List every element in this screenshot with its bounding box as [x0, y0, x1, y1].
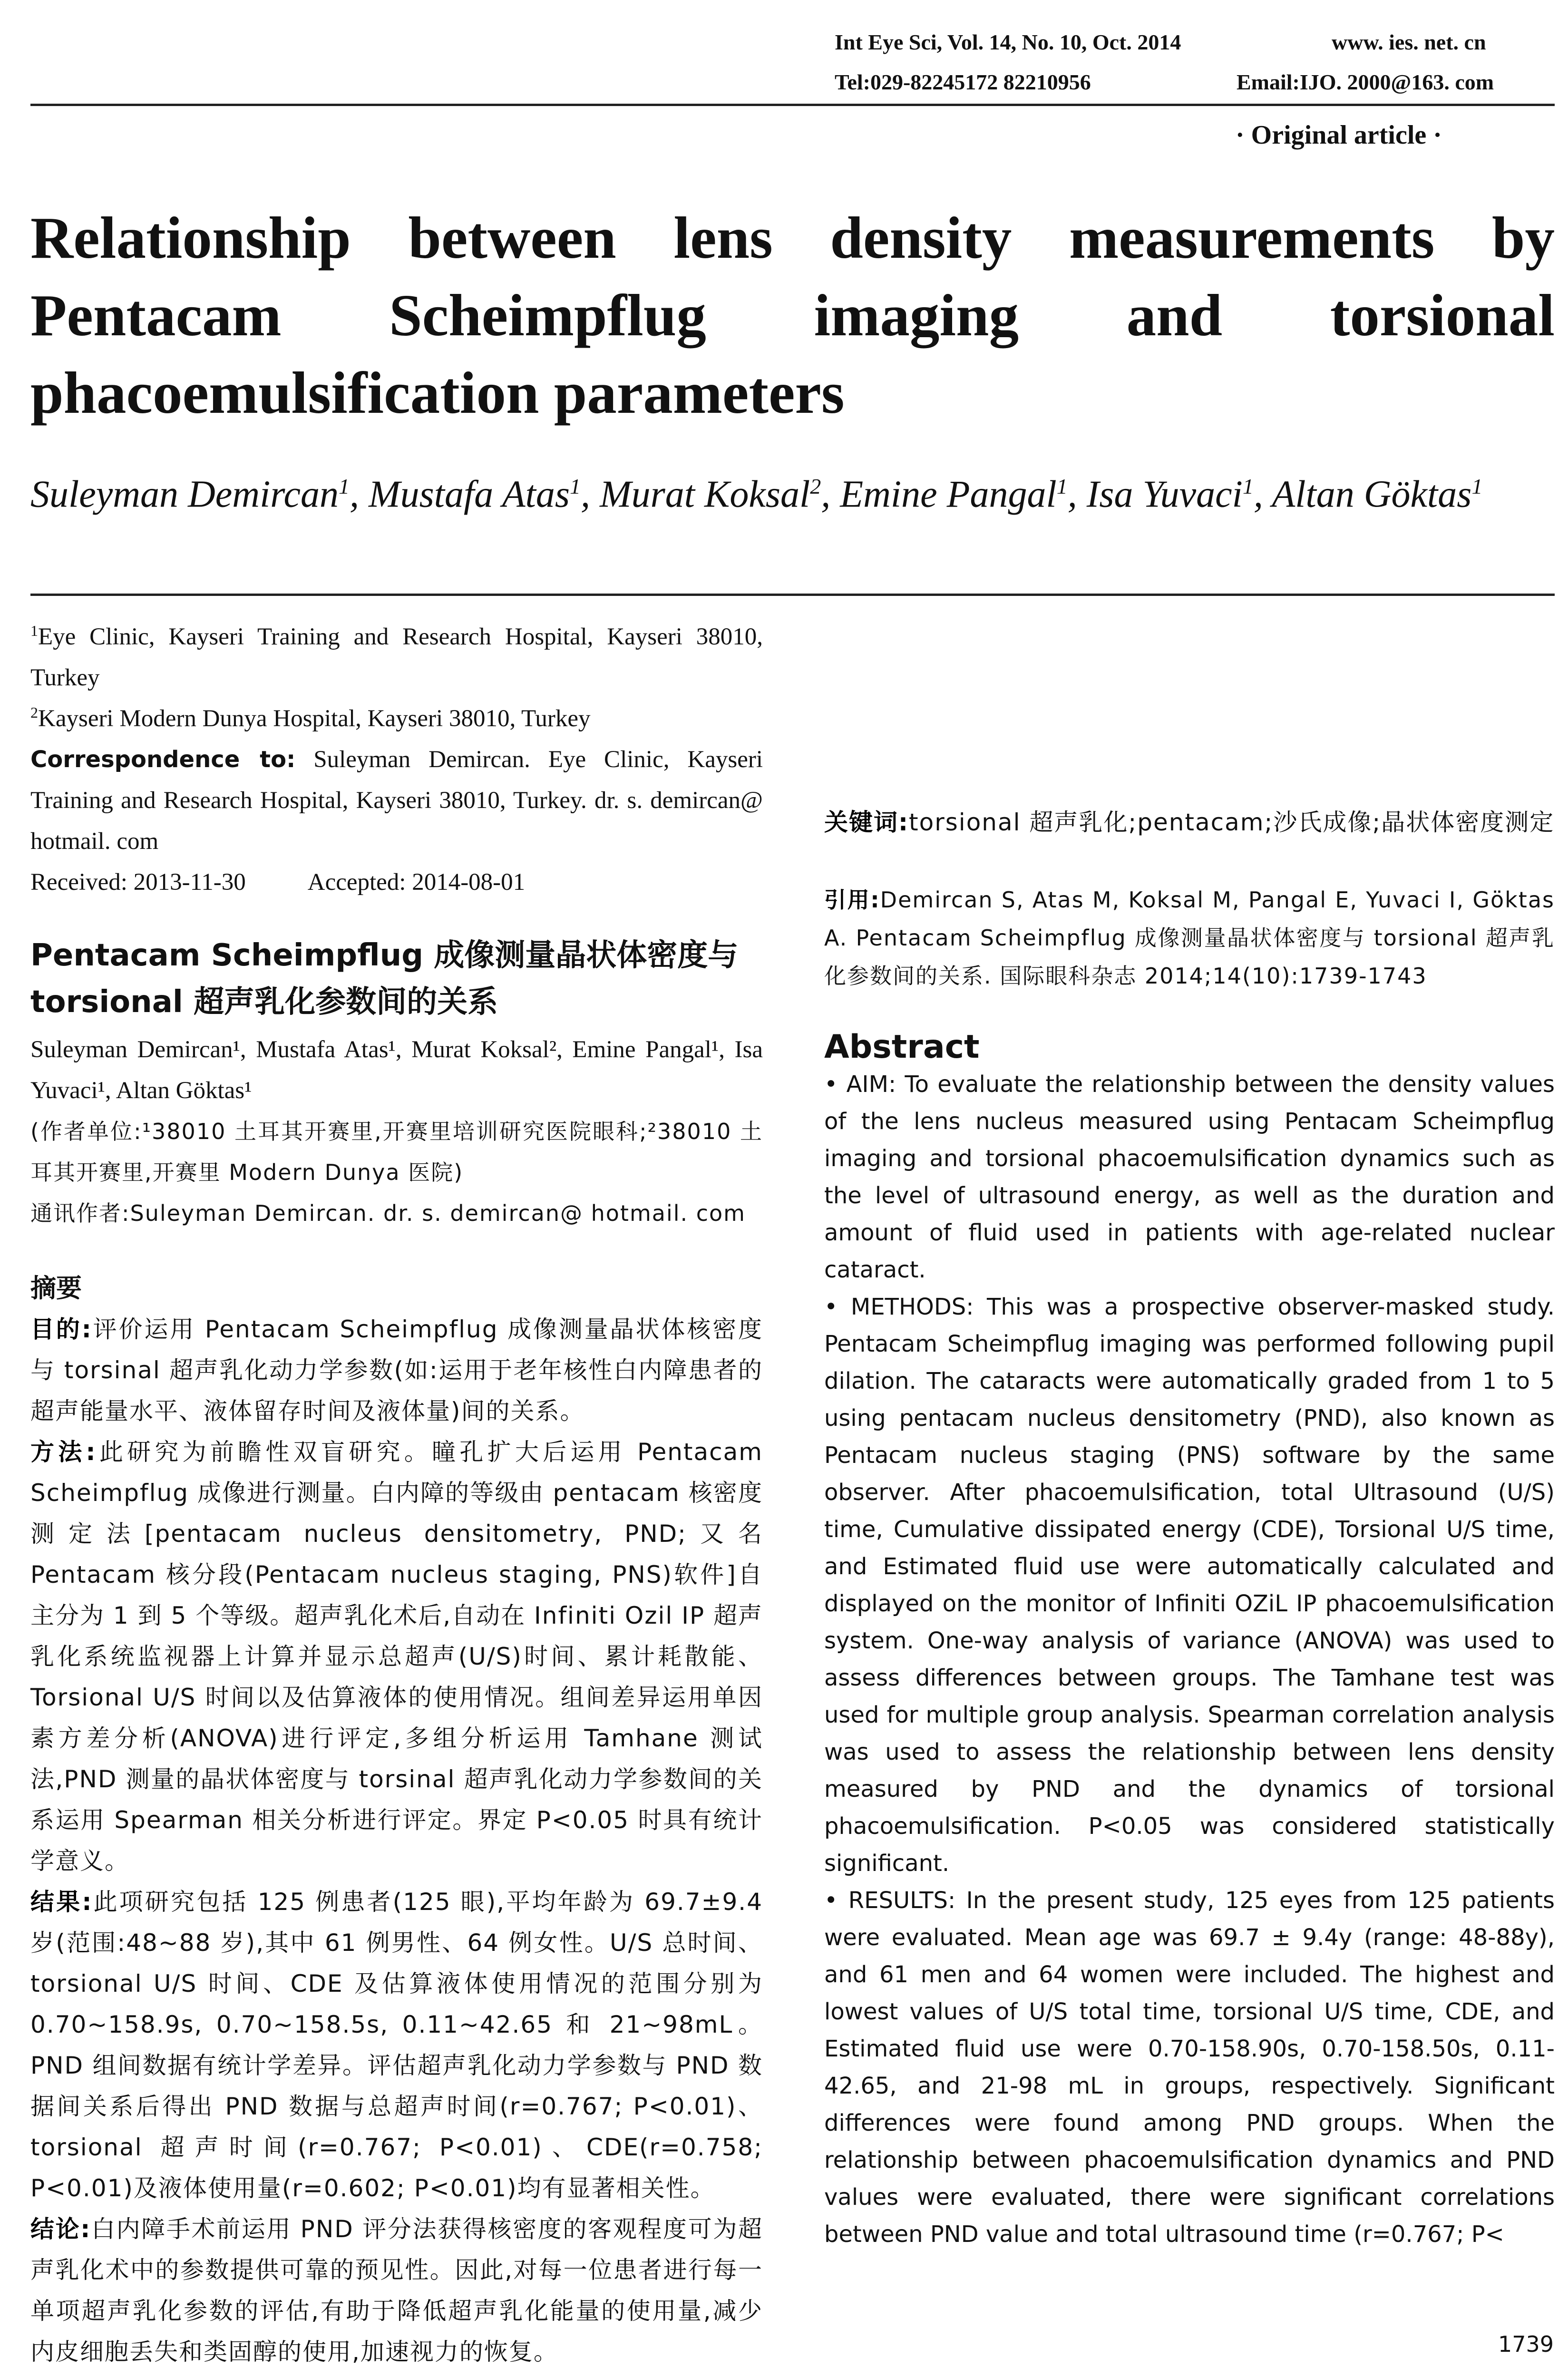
journal-telephone: Tel:029-82245172 82210956 [835, 70, 1091, 94]
author-affiliation-mark: 2 [810, 474, 821, 498]
chinese-results-text: 此项研究包括 125 例患者(125 眼),平均年龄为 69.7±9.4 岁(范围:48~88 岁),其中 61 例男性、64 例女性。U/S 总时间、torsional U/S 时间、CDE 及估算液体使用情况的范围分别为 0.70~158.9s, 0.70~158.5s, 0.11~42.65 和 21~98mL。PND 组间数据有统计学差异。评估超声乳化动力学参数与 PND 数据间关系后得出 PND 数据与总超声时间(r=0.767; P<0.01)、torsional 超声时间(r=0.767; P<0.01)、CDE(r=0.758; P<0.01)及液体使用量(r=0.602; P<0.01)均有显著相关性。 [30, 1888, 763, 2202]
abstract-methods [824, 1288, 1555, 1882]
correspondence-label: Correspondence to: [30, 746, 296, 773]
chinese-keywords-label: 关键词: [824, 809, 909, 836]
author-name: Isa Yuvaci [1086, 473, 1243, 516]
chinese-author-block [30, 1029, 763, 1234]
received-accepted [30, 862, 763, 903]
chinese-methods [30, 1432, 763, 1881]
chinese-author-units: (作者单位:¹38010 土耳其开赛里,开赛里培训研究医院眼科;²38010 土耳其开赛里,开赛里 Modern Dunya 医院) [30, 1119, 763, 1185]
chinese-citation [824, 881, 1555, 995]
correspondence-text: Suleyman Demircan. Eye Clinic, Kayseri Training and Research Hospital, Kayseri 38010, Turkey. dr. s. demircan@ hotmail. com [30, 746, 763, 855]
chinese-citation-label: 引用: [824, 887, 880, 913]
affiliation-2 [30, 698, 763, 739]
author-affiliation-mark: 1 [1242, 474, 1254, 498]
affiliation-mark: 2 [30, 704, 38, 721]
abstract-results-label: • RESULTS: [824, 1887, 956, 1914]
abstract-results-text: In the present study, 125 eyes from 125 patients were evaluated. Mean age was 69.7 ± 9.4y (range: 48-88y), and 61 men and 64 women were included. The highest and lowest values of U/S total time, torsional U/S time, CDE, and Estimated fluid use were 0.70-158.90s, 0.70-158.50s, 0.11-42.65, and 21-98 mL in groups, respectively. Significant differences were found among PND groups. When the relationship between phacoemulsification dynamics and PND values were evaluated, there were significant correlations between PND value and total ultrasound time (r=0.767; P< [824, 1887, 1555, 2248]
title-line: Relationship between lens density measurements by [30, 205, 1555, 271]
author-name: Murat Koksal [599, 473, 810, 516]
author-list: Suleyman Demircan$^1$, Mustafa Atas$^1$, Murat Koksal$^2$, Emine Pangal$^1$, Isa Yuvaci$^1$, Altan Göktas$^1$ [30, 473, 1483, 516]
chinese-aim-label: 目的: [30, 1315, 92, 1343]
chinese-corresponding-author: 通讯作者:Suleyman Demircan. dr. s. demircan@ hotmail. com [30, 1200, 746, 1226]
chinese-conclusion-label: 结论: [30, 2215, 91, 2243]
chinese-methods-label: 方法: [30, 1438, 97, 1466]
title-line: Pentacam Scheimpflug imaging and torsional [30, 283, 1555, 349]
authors-rule [30, 594, 1555, 596]
journal-email: Email:IJO. 2000@163. com [1237, 70, 1494, 94]
correspondence [30, 739, 763, 862]
article-title [30, 200, 1555, 432]
author-name: Emine Pangal [840, 473, 1057, 516]
chinese-author-list: Suleyman Demircan¹, Mustafa Atas¹, Murat Koksal², Emine Pangal¹, Isa Yuvaci¹, Altan Göktas¹ [30, 1036, 763, 1104]
affiliation-text: Kayseri Modern Dunya Hospital, Kayseri 38010, Turkey [38, 705, 591, 732]
author-name: Suleyman Demircan [30, 473, 339, 516]
abstract-results [824, 1882, 1555, 2253]
chinese-results-label: 结果: [30, 1888, 93, 1916]
chinese-keywords [824, 802, 1555, 843]
author-affiliation-mark: 1 [569, 474, 581, 498]
author-affiliation-mark: 1 [1471, 474, 1483, 498]
chinese-abstract-heading: 摘要 [30, 1273, 82, 1303]
accepted-date: Accepted: 2014-08-01 [307, 869, 526, 896]
affiliation-mark: 1 [30, 622, 38, 639]
author-name: Altan Göktas [1272, 473, 1472, 516]
chinese-results [30, 1881, 763, 2209]
affiliation-1 [30, 616, 763, 698]
author-affiliation-mark: 1 [1056, 474, 1068, 498]
chinese-methods-text: 此研究为前瞻性双盲研究。瞳孔扩大后运用 Pentacam Scheimpflug 成像进行测量。白内障的等级由 pentacam 核密度测定法[pentacam nucleus densitometry, PND;又名 Pentacam 核分段(Pentacam nucleus staging, PNS)软件]自主分为 1 到 5 个等级。超声乳化术后,自动在 Infiniti Ozil IP 超声乳化系统监视器上计算并显示总超声(U/S)时间、累计耗散能、Torsional U/S 时间以及估算液体的使用情况。组间差异运用单因素方差分析(ANOVA)进行评定,多组分析运用 Tamhane 测试法,PND 测量的晶状体密度与 torsinal 超声乳化动力学参数间的关系运用 Spearman 相关分析进行评定。界定 P<0.05 时具有统计学意义。 [30, 1438, 763, 1875]
chinese-keywords-text: torsional 超声乳化;pentacam;沙氏成像;晶状体密度测定 [909, 809, 1555, 836]
section-label: · Original article · [1236, 120, 1442, 150]
journal-website: www. ies. net. cn [1332, 30, 1486, 54]
header-rule [30, 104, 1555, 106]
right-column [824, 616, 1555, 2253]
conclusion-continued-space [824, 616, 1555, 802]
abstract-aim [824, 1066, 1555, 1288]
affiliation-text: Eye Clinic, Kayseri Training and Research Hospital, Kayseri 38010, Turkey [30, 623, 763, 691]
abstract-aim-label: • AIM: [824, 1071, 896, 1098]
chinese-aim-text: 评价运用 Pentacam Scheimpflug 成像测量晶状体核密度与 torsinal 超声乳化动力学参数(如:运用于老年核性白内障患者的超声能量水平、液体留存时间及液体量)间的关系。 [30, 1315, 763, 1425]
abstract-methods-text: This was a prospective observer-masked study. Pentacam Scheimpflug imaging was performed following pupil dilation. The cataracts were automatically graded from 1 to 5 using pentacam nucleus densitometry (PND), also known as Pentacam nucleus staging (PNS) software by the same observer. After phacoemulsification, total Ultrasound (U/S) time, Cumulative dissipated energy (CDE), Torsional U/S time, and Estimated fluid use were automatically calculated and displayed on the monitor of Infiniti OZiL IP phacoemulsification system. One-way analysis of variance (ANOVA) was used to assess differences between groups. The Tamhane test was used for multiple group analysis. Spearman correlation analysis was used to assess the relationship between lens density measured by PND and the dynamics of torsional phacoemulsification. P<0.05 was considered statistically significant. [824, 1294, 1555, 1877]
chinese-title: Pentacam Scheimpflug 成像测量晶状体密度与 torsional 超声乳化参数间的关系 [30, 938, 739, 1020]
chinese-conclusion-text: 白内障手术前运用 PND 评分法获得核密度的客观程度可为超声乳化术中的参数提供可靠的预见性。因此,对每一位患者进行每一单项超声乳化参数的评估,有助于降低超声乳化能量的使用量,减少内皮细胞丢失和类固醇的使用,加速视力的恢复。 [30, 2215, 763, 2366]
author-affiliation-mark: 1 [338, 474, 350, 498]
abstract-aim-text: To evaluate the relationship between the density values of the lens nucleus measured using Pentacam Scheimpflug imaging and torsional phacoemulsification dynamics such as the level of ultrasound energy, as well as the duration and amount of fluid used in patients with age-related nuclear cataract. [824, 1071, 1555, 1283]
affiliations-block [30, 616, 763, 903]
journal-citation: Int Eye Sci, Vol. 14, No. 10, Oct. 2014 [835, 30, 1181, 54]
chinese-conclusion [30, 2209, 763, 2372]
chinese-aim [30, 1309, 763, 1432]
abstract-heading: Abstract [824, 1028, 980, 1066]
left-column [30, 616, 763, 2372]
received-date: Received: 2013-11-30 [30, 869, 246, 896]
author-name: Mustafa Atas [368, 473, 570, 516]
page-number: 1739 [1498, 2331, 1554, 2357]
abstract-methods-label: • METHODS: [824, 1294, 974, 1320]
chinese-citation-text: Demircan S, Atas M, Koksal M, Pangal E, Yuvaci I, Göktas A. Pentacam Scheimpflug 成像测量晶状体密度与 torsional 超声乳化参数间的关系. 国际眼科杂志 2014;14(10):1739-1743 [824, 887, 1555, 989]
title-line: phacoemulsification parameters [30, 360, 845, 426]
